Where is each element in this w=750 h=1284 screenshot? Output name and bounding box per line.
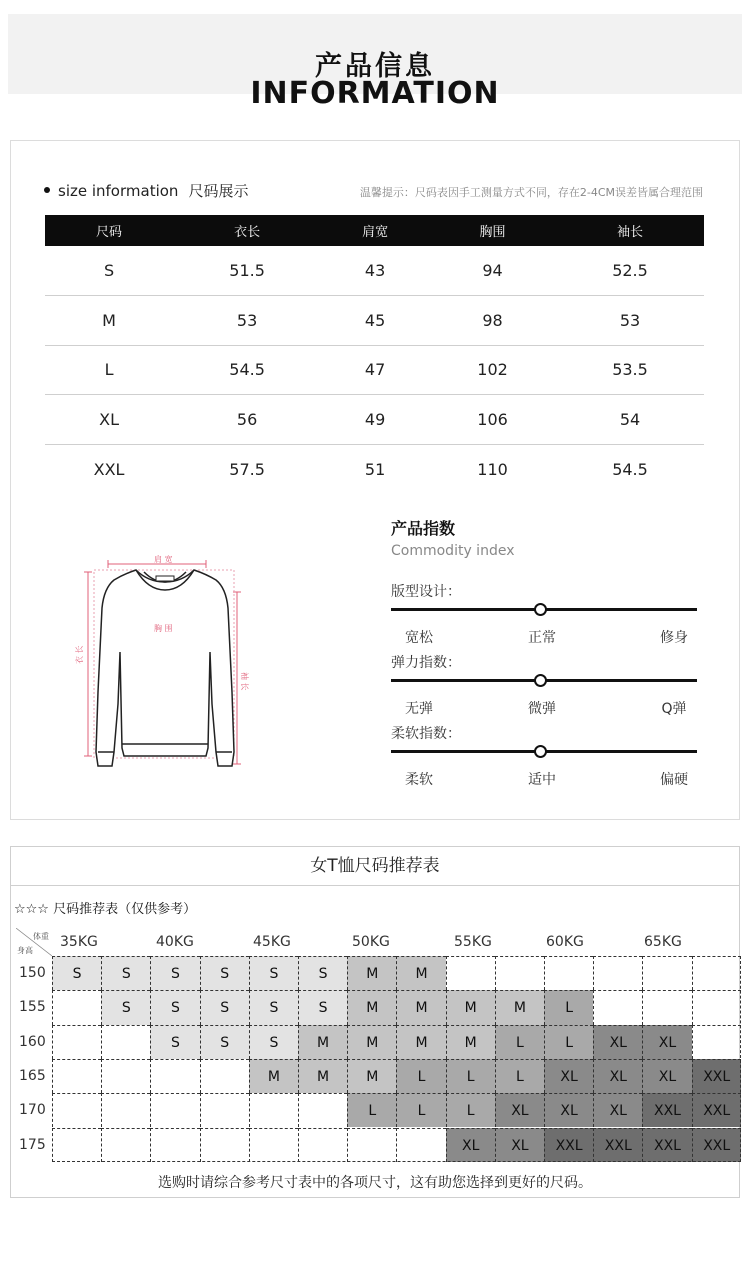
label-chest: 胸 围 [154, 624, 173, 633]
weight-label: 50KG [352, 934, 390, 950]
size-cell: XXL [593, 1128, 642, 1162]
size-cell: M [396, 956, 445, 990]
size-cell: S [200, 1025, 249, 1059]
height-label: 165 [19, 1067, 46, 1084]
size-col-header: 胸围 [429, 215, 556, 246]
size-cell: L [495, 1059, 544, 1093]
size-cell [150, 1059, 199, 1093]
height-label: 155 [19, 999, 46, 1016]
size-cell: S [150, 956, 199, 990]
height-label: 160 [19, 1033, 46, 1050]
size-cell: M [396, 990, 445, 1024]
size-cell [249, 1128, 298, 1162]
size-cell [298, 1128, 347, 1162]
recommend-title: 女T恤尺码推荐表 [10, 846, 740, 886]
size-cell [101, 1093, 150, 1127]
table-row [45, 395, 704, 445]
table-cell: XL [45, 395, 173, 445]
size-cell: M [446, 1025, 495, 1059]
size-cell: M [347, 956, 396, 990]
collar-tag [156, 576, 174, 581]
size-cell [692, 1025, 741, 1059]
table-cell: L [45, 345, 173, 395]
size-cell: XL [446, 1128, 495, 1162]
size-cell [692, 990, 741, 1024]
label-shoulder: 肩 宽 [154, 555, 173, 564]
size-cell [150, 1093, 199, 1127]
weight-label: 40KG [156, 934, 194, 950]
size-cell: S [101, 956, 150, 990]
size-cell: S [298, 956, 347, 990]
size-cell: XXL [692, 1059, 741, 1093]
size-cell [52, 1093, 101, 1127]
size-cell [495, 956, 544, 990]
table-cell: 52.5 [556, 246, 704, 296]
size-note: 温馨提示：尺码表因手工测量方式不同，存在2-4CM误差皆属合理范围 [359, 186, 703, 199]
size-cell: S [249, 1025, 298, 1059]
sweater-diagram [74, 552, 254, 774]
size-cell: L [446, 1093, 495, 1127]
size-cell [101, 1059, 150, 1093]
size-info-label-en: size information [58, 182, 179, 200]
size-cell [298, 1093, 347, 1127]
index-option: 柔软 [405, 772, 433, 788]
index-subtitle: Commodity index [391, 543, 515, 559]
size-cell [544, 956, 593, 990]
size-cell: XL [642, 1059, 691, 1093]
size-cell: M [396, 1025, 445, 1059]
size-cell: XXL [642, 1128, 691, 1162]
size-cell: XXL [642, 1093, 691, 1127]
index-slider-knob [534, 674, 547, 687]
page-title-en: INFORMATION [250, 76, 500, 111]
size-cell [347, 1128, 396, 1162]
size-cell: S [200, 956, 249, 990]
size-cell [52, 990, 101, 1024]
table-cell: 106 [429, 395, 556, 445]
index-label: 弹力指数： [391, 655, 461, 671]
index-option: 适中 [528, 772, 556, 788]
corner-weight-label: 体重 [33, 932, 49, 941]
weight-label: 60KG [546, 934, 584, 950]
bullet-icon [44, 187, 50, 193]
weight-label: 65KG [644, 934, 682, 950]
weight-label: 45KG [253, 934, 291, 950]
size-cell: M [347, 990, 396, 1024]
index-title: 产品指数 [391, 519, 456, 538]
table-cell: 54 [556, 395, 704, 445]
table-cell: 56 [173, 395, 321, 445]
height-label: 150 [19, 965, 46, 981]
size-cell: XXL [692, 1128, 741, 1162]
table-row [45, 345, 704, 395]
size-cell: XL [495, 1128, 544, 1162]
table-row [45, 246, 704, 296]
height-label: 170 [19, 1102, 46, 1119]
size-cell: M [298, 1059, 347, 1093]
table-cell: 51 [364, 459, 386, 479]
size-table-header [45, 215, 704, 246]
corner-height-label: 身高 [17, 946, 33, 955]
size-cell: M [446, 990, 495, 1024]
size-cell: XL [593, 1093, 642, 1127]
size-cell: L [446, 1059, 495, 1093]
size-cell: S [101, 990, 150, 1024]
size-cell [200, 1093, 249, 1127]
size-cell: XXL [692, 1093, 741, 1127]
size-cell: L [544, 990, 593, 1024]
size-cell: L [347, 1093, 396, 1127]
table-cell: 98 [429, 296, 556, 346]
index-option: 偏硬 [660, 772, 688, 788]
size-info-label-cn: 尺码展示 [188, 182, 249, 200]
size-cell: S [249, 990, 298, 1024]
table-cell: 54.5 [612, 459, 648, 479]
size-cell [52, 1059, 101, 1093]
size-cell: XL [593, 1059, 642, 1093]
recommend-weight-header [14, 928, 740, 956]
size-cell: S [52, 956, 101, 990]
size-cell [101, 1025, 150, 1059]
recommend-footer: 选购时请综合参考尺寸表中的各项尺寸，这有助您选择到更好的尺码。 [158, 1175, 592, 1191]
size-cell [593, 990, 642, 1024]
index-option: 修身 [660, 630, 688, 646]
size-col-header: 尺码 [45, 215, 173, 246]
size-cell: M [347, 1059, 396, 1093]
size-cell [150, 1128, 199, 1162]
size-table [45, 215, 704, 494]
table-row [45, 296, 704, 346]
table-cell: 94 [429, 246, 556, 296]
table-cell: 53 [173, 296, 321, 346]
index-label: 版型设计： [391, 584, 461, 600]
table-cell: 110 [477, 459, 508, 479]
size-cell [446, 956, 495, 990]
size-cell: XL [495, 1093, 544, 1127]
corner-cell [16, 928, 52, 956]
size-cell: XL [642, 1025, 691, 1059]
table-cell: 47 [321, 345, 429, 395]
size-cell: M [347, 1025, 396, 1059]
size-cell [101, 1128, 150, 1162]
size-cell: XXL [544, 1128, 593, 1162]
size-cell [52, 1128, 101, 1162]
index-slider-knob [534, 603, 547, 616]
size-cell: M [249, 1059, 298, 1093]
index-option: 正常 [528, 630, 556, 646]
size-cell [642, 990, 691, 1024]
size-cell: S [298, 990, 347, 1024]
table-cell: 51.5 [173, 246, 321, 296]
table-cell: 102 [429, 345, 556, 395]
size-cell: L [544, 1025, 593, 1059]
index-option: 无弹 [405, 701, 433, 717]
table-cell: 53 [556, 296, 704, 346]
size-cell: S [150, 990, 199, 1024]
table-row [45, 444, 704, 494]
table-cell: XXL [93, 459, 125, 479]
size-cell: S [200, 990, 249, 1024]
size-cell: S [249, 956, 298, 990]
size-cell: XL [544, 1059, 593, 1093]
size-cell: L [396, 1059, 445, 1093]
table-cell: 45 [321, 296, 429, 346]
size-cell [200, 1059, 249, 1093]
index-label: 柔软指数： [391, 726, 461, 742]
recommend-subtitle: ☆☆☆ 尺码推荐表（仅供参考） [14, 902, 197, 917]
table-cell: S [45, 246, 173, 296]
table-cell: 57.5 [229, 459, 265, 479]
size-cell: XL [593, 1025, 642, 1059]
weight-label: 55KG [454, 934, 492, 950]
index-option: Q弹 [661, 701, 687, 717]
size-cell [249, 1093, 298, 1127]
size-cell [396, 1128, 445, 1162]
size-cell: L [495, 1025, 544, 1059]
table-cell: 49 [321, 395, 429, 445]
index-option: 宽松 [405, 630, 433, 646]
size-cell: XL [544, 1093, 593, 1127]
label-sleeve: 袖 长 [240, 672, 249, 691]
page-title-cn: 产品信息 [315, 51, 435, 82]
size-cell [200, 1128, 249, 1162]
size-col-header: 衣长 [173, 215, 321, 246]
size-cell [642, 956, 691, 990]
size-cell [52, 1025, 101, 1059]
weight-label: 35KG [60, 934, 98, 950]
size-cell [692, 956, 741, 990]
size-cell [593, 956, 642, 990]
index-slider-knob [534, 745, 547, 758]
size-col-header: 袖长 [556, 215, 704, 246]
table-cell: 53.5 [556, 345, 704, 395]
size-cell: S [150, 1025, 199, 1059]
size-cell: M [495, 990, 544, 1024]
size-info-title [44, 180, 248, 201]
size-cell: L [396, 1093, 445, 1127]
label-length: 衣 长 [75, 645, 84, 664]
height-label: 175 [19, 1136, 46, 1153]
table-cell: 43 [321, 246, 429, 296]
table-cell: 54.5 [173, 345, 321, 395]
size-col-header: 肩宽 [321, 215, 429, 246]
size-cell: M [298, 1025, 347, 1059]
index-option: 微弹 [528, 701, 556, 717]
table-cell: M [45, 296, 173, 346]
